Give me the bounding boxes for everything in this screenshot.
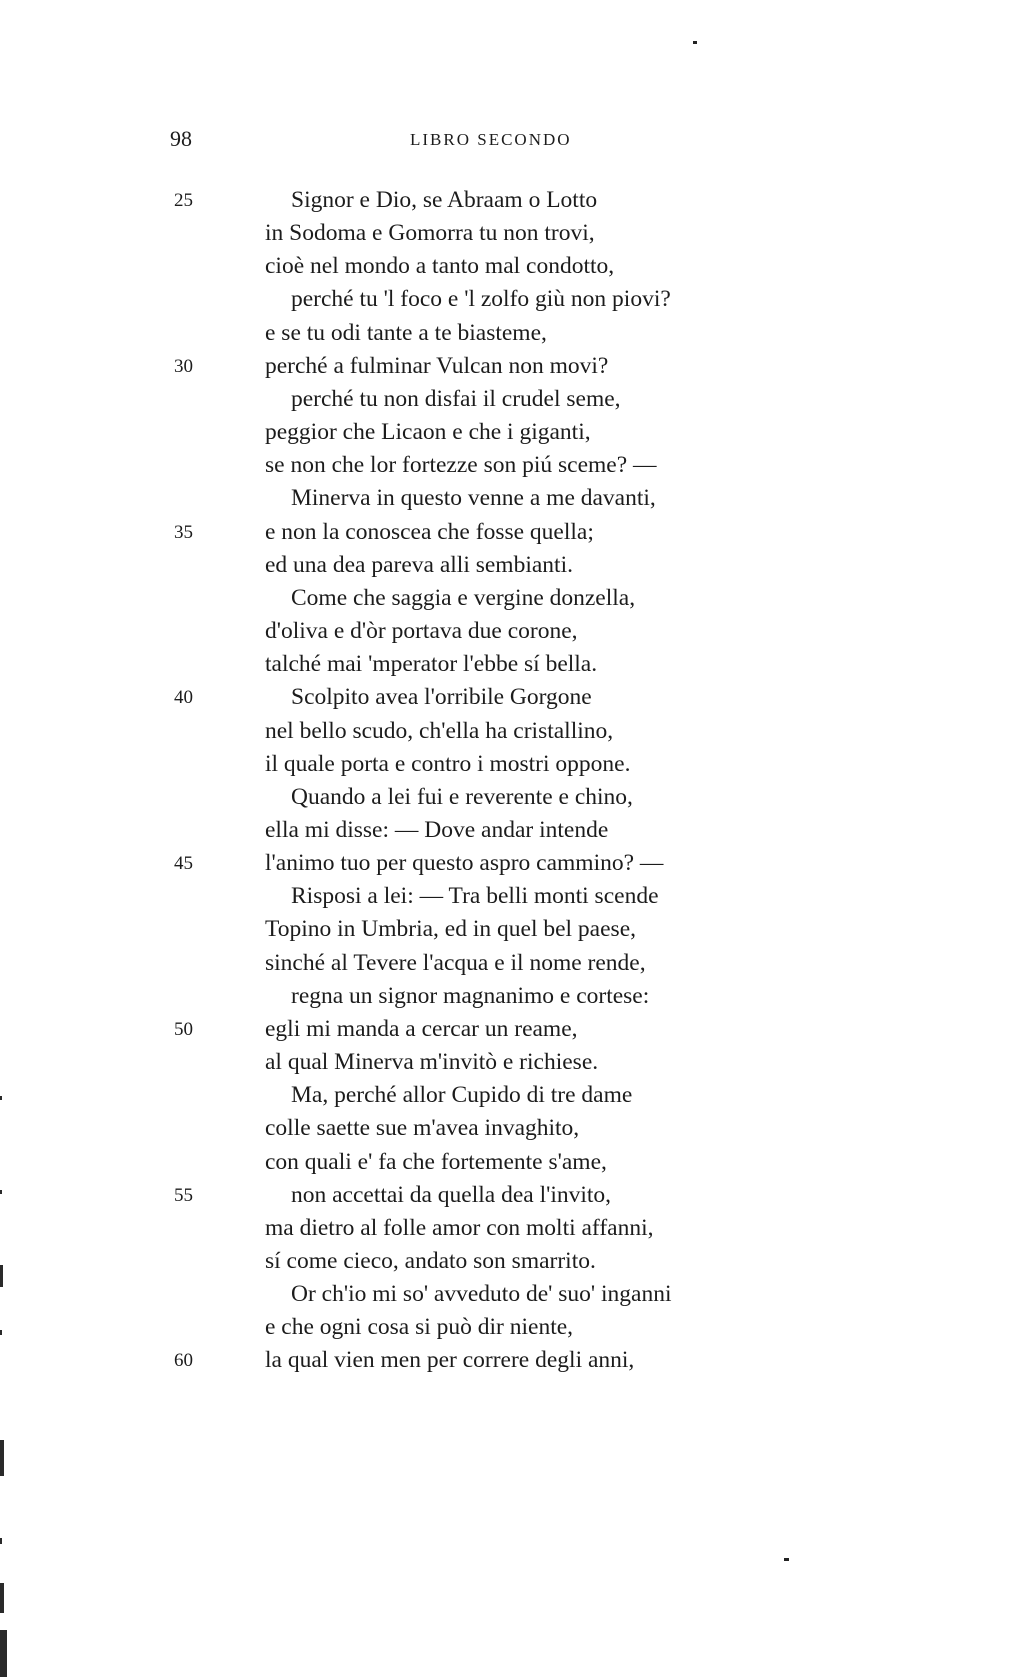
verse-text: Come che saggia e vergine donzella, [291,584,636,611]
verse-line [0,1046,1011,1079]
page-edge-mark [0,1538,2,1544]
line-number: 60 [174,1350,193,1372]
verse-text: sí come cieco, andato son smarrito. [265,1248,596,1274]
verse-text: al qual Minerva m'invitò e richiese. [265,1049,599,1076]
verse-line [0,582,1011,615]
verse-line [0,648,1011,681]
verse-line [0,847,1011,880]
verse-text: in Sodoma e Gomorra tu non trovi, [265,220,595,247]
verse-text: Risposi a lei: — Tra belli monti scende [291,883,659,910]
line-number: 35 [174,521,193,543]
verse-line [0,715,1011,748]
page-edge-mark [0,1630,7,1677]
verse-text: il quale porta e contro i mostri oppone. [265,750,631,777]
verse-text: ma dietro al folle amor con molti affanni, [265,1214,654,1241]
verse-text: colle saette sue m'avea invaghito, [265,1115,580,1142]
verse-text: ella mi disse: — Dove andar intende [265,816,609,843]
verse-line [0,217,1011,250]
verse-text: talché mai 'mperator l'ebbe sí bella. [265,651,598,678]
verse-text: e che ogni cosa si può dir niente, [265,1314,574,1341]
verse-text: Quando a lei fui e reverente e chino, [291,783,633,810]
verse-line [0,350,1011,383]
verse-line [0,416,1011,449]
verse-text: perché tu non disfai il crudel seme, [291,385,621,412]
verse-text: regna un signor magnanimo e cortese: [291,982,650,1009]
verse-text: cioè nel mondo a tanto mal condotto, [265,253,615,280]
poem-body [0,184,1011,1378]
verse-line [0,283,1011,316]
verse-line [0,383,1011,416]
verse-line [0,913,1011,946]
verse-line [0,184,1011,217]
line-number: 25 [174,190,193,211]
line-number: 55 [174,1184,193,1206]
verse-line [0,1212,1011,1245]
verse-text: e se tu odi tante a te biasteme, [265,319,547,346]
verse-line [0,1179,1011,1212]
verse-line [0,250,1011,283]
verse-text: l'animo tuo per questo aspro cammino? — [265,850,664,877]
verse-text: Signor e Dio, se Abraam o Lotto [291,187,598,213]
page-edge-mark [0,1330,2,1335]
page-edge-mark [0,1265,3,1287]
verse-line [0,880,1011,913]
line-number: 50 [174,1018,193,1040]
verse-line [0,1278,1011,1311]
page-edge-mark [0,1190,2,1194]
verse-line [0,1344,1011,1377]
verse-text: nel bello scudo, ch'ella ha cristallino, [265,717,614,744]
page-edge-mark [0,1583,4,1613]
verse-line [0,482,1011,515]
scan-speck [784,1558,789,1561]
verse-text: ed una dea pareva alli sembianti. [265,551,573,578]
verse-line [0,947,1011,980]
verse-text: sinché al Tevere l'acqua e il nome rende, [265,949,646,976]
verse-text: Minerva in questo venne a me davanti, [291,485,656,512]
page-edge-mark [0,1440,4,1476]
verse-text: non accettai da quella dea l'invito, [291,1181,612,1208]
verse-line [0,814,1011,847]
verse-line [0,1079,1011,1112]
page-number: 98 [170,126,192,151]
verse-line [0,1245,1011,1278]
verse-line [0,781,1011,814]
verse-text: Topino in Umbria, ed in quel bel paese, [265,916,636,943]
verse-line [0,1311,1011,1344]
verse-line [0,1146,1011,1179]
verse-text: Or ch'io mi so' avveduto de' suo' inganni [291,1281,672,1308]
verse-text: se non che lor fortezze son piú sceme? — [265,452,657,479]
line-number: 45 [174,853,193,875]
line-number: 40 [174,687,193,709]
verse-text: con quali e' fa che fortemente s'ame, [265,1148,607,1175]
verse-line [0,317,1011,350]
verse-text: la qual vien men per correre degli anni, [265,1347,635,1374]
verse-line [0,516,1011,549]
line-number: 30 [174,355,193,377]
verse-text: perché tu 'l foco e 'l zolfo giù non piovi? [291,286,671,313]
verse-text: egli mi manda a cercar un reame, [265,1015,578,1042]
verse-line [0,449,1011,482]
verse-line [0,748,1011,781]
scan-speck [693,41,697,44]
verse-text: Ma, perché allor Cupido di tre dame [291,1082,633,1109]
verse-text: e non la conoscea che fosse quella; [265,518,594,545]
verse-line [0,615,1011,648]
verse-line [0,1013,1011,1046]
verse-line [0,1112,1011,1145]
verse-text: Scolpito avea l'orribile Gorgone [291,684,592,711]
verse-line [0,681,1011,714]
running-head: LIBRO SECONDO [410,130,572,149]
page-edge-mark [0,1096,2,1100]
verse-line [0,549,1011,582]
verse-text: peggior che Licaon e che i giganti, [265,419,591,446]
verse-text: perché a fulminar Vulcan non movi? [265,352,609,379]
verse-text: d'oliva e d'òr portava due corone, [265,618,578,645]
verse-line [0,980,1011,1013]
